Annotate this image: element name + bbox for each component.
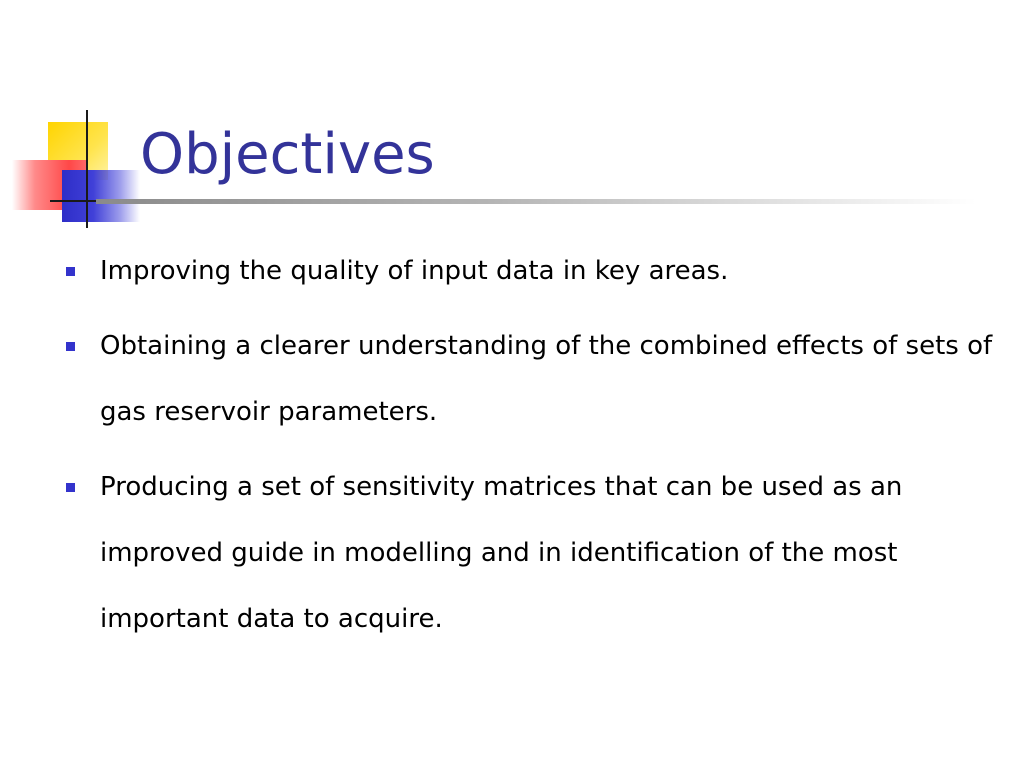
square-bullet-icon bbox=[66, 342, 75, 351]
bullet-item bbox=[64, 238, 994, 304]
bullet-list bbox=[64, 238, 994, 661]
decorative-squares-logo bbox=[0, 100, 160, 230]
square-bullet-icon bbox=[66, 267, 75, 276]
square-bullet-icon bbox=[66, 483, 75, 492]
bullet-text: Improving the quality of input data in key areas. bbox=[100, 256, 729, 286]
title-underline-rule bbox=[96, 199, 976, 204]
bullet-item bbox=[64, 313, 994, 445]
vertical-line bbox=[86, 110, 88, 228]
bullet-text: Obtaining a clearer understanding of the combined effects of sets of gas reservoir parameters. bbox=[100, 331, 993, 427]
bullet-item bbox=[64, 454, 994, 652]
blue-square bbox=[62, 170, 140, 222]
slide-title: Objectives bbox=[140, 122, 435, 187]
bullet-text: Producing a set of sensitivity matrices that can be used as an improved guide in modelling and in identification of the most important data to acquire. bbox=[100, 472, 903, 634]
